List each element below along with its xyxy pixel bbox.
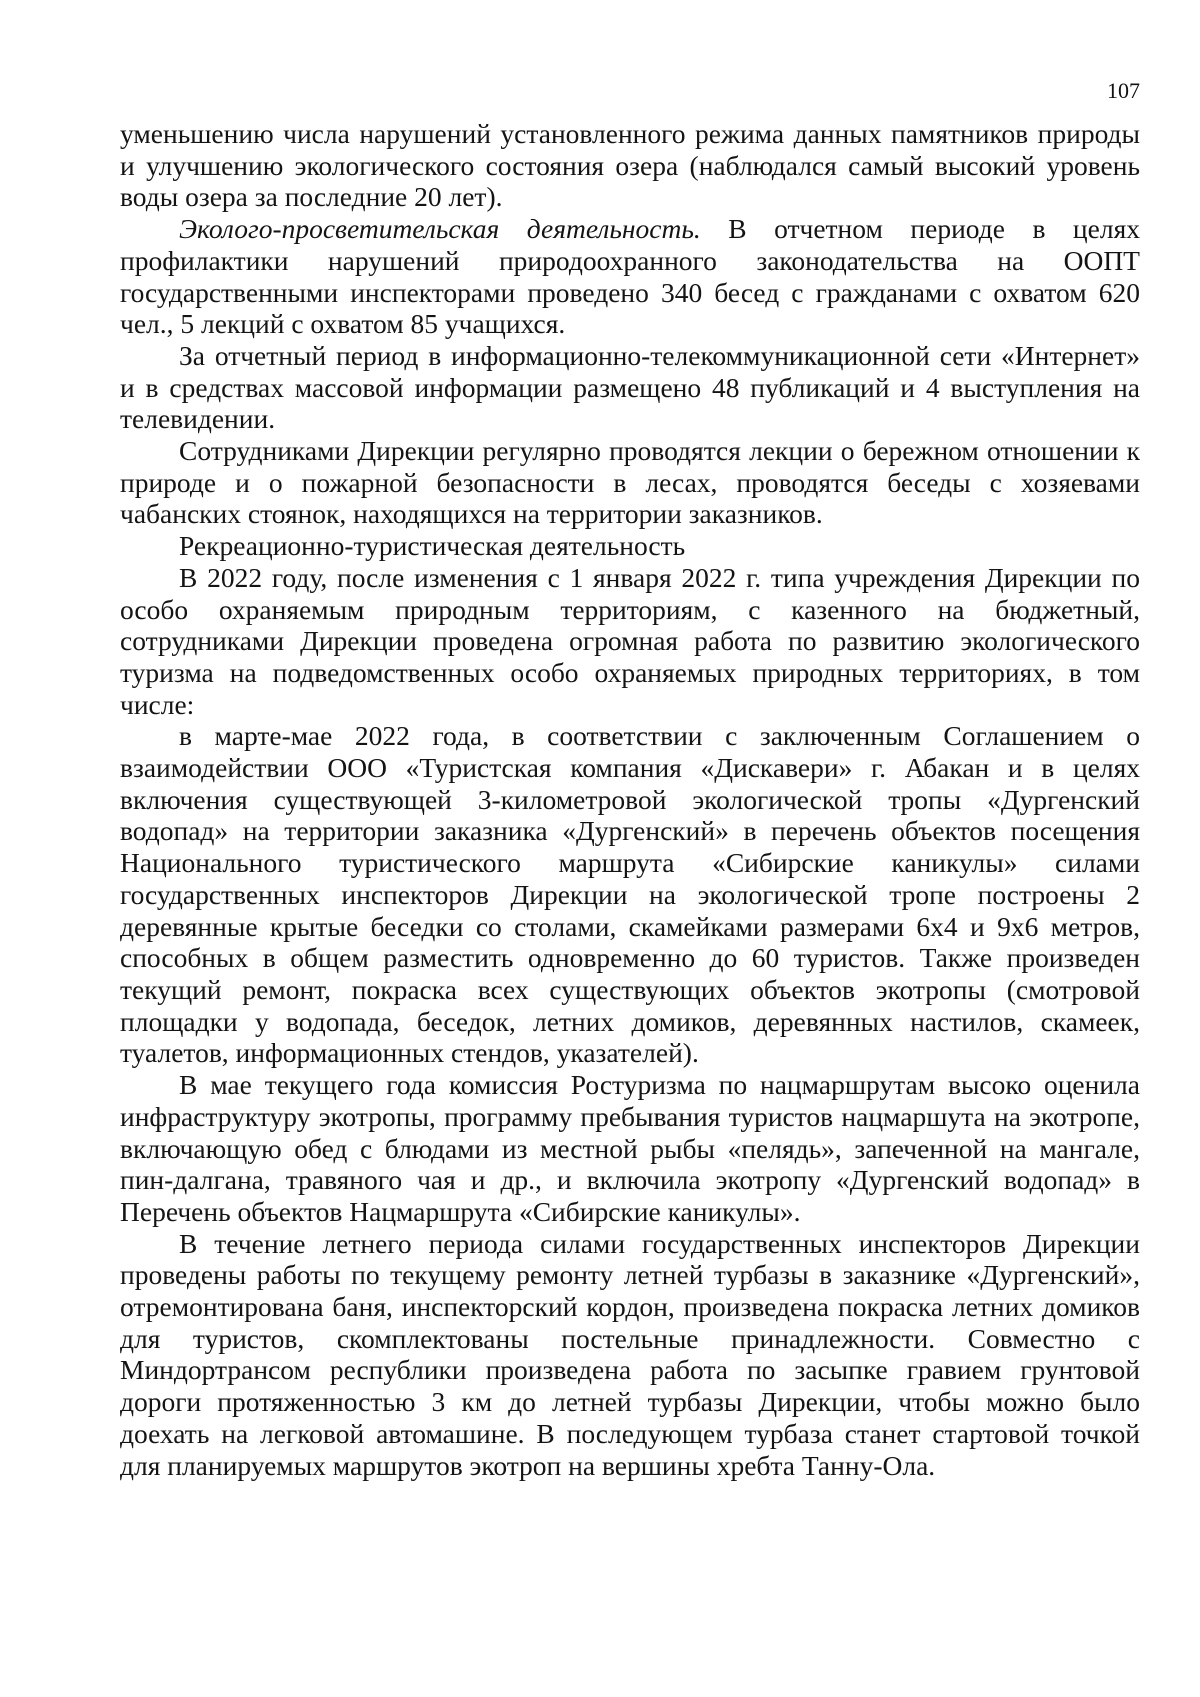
paragraph-3: За отчетный период в информационно-телекоммуникационной сети «Интернет» и в средствах массовой информации размещено 48 публикаций и 4 выступления на телевидении.: [120, 339, 1140, 435]
paragraph-4: Сотрудниками Дирекции регулярно проводятся лекции о бережном отношении к природе и о пожарной безопасности в лесах, проводятся беседы с хозяевами чабанских стоянок, находящихся на территории заказников.: [120, 435, 1140, 530]
paragraph-7: в марте-мае 2022 года, в соответствии с заключенным Соглашением о взаимодействии ООО «Туристская компания «Дискавери» г. Абакан и в целях включения существующей 3-километровой экологической тропы «Дургенский водопад» на территории заказника «Дургенский» в перечень объектов посещения Национального туристического маршрута «Сибирские каникулы» силами государственных инспекторов Дирекции на экологической тропе построены 2 деревянные крытые беседки со столами, скамейками размерами 6х4 и 9х6 метров, способных в общем разместить одновременно до 60 туристов. Также произведен текущий ремонт, покраска всех существующих объектов экотропы (смотровой площадки у водопада, беседок, летних домиков, деревянных настилов, скамеек, туалетов, информационных стендов, указателей).: [120, 720, 1140, 1069]
section-heading-eco-education: Эколого-просветительская деятельность.: [179, 213, 701, 245]
paragraph-2: [120, 213, 1140, 340]
body-text: [120, 118, 1140, 1481]
page-number: 107: [1107, 78, 1140, 103]
paragraph-8: В мае текущего года комиссия Ростуризма по нацмаршрутам высоко оценила инфраструктуру экотропы, программу пребывания туристов нацмаршута на экотропе, включающую обед с блюдами из местной рыбы «пелядь», запеченной на мангале, пин-далгана, травяного чая и др., и включила экотропу «Дургенский водопад» в Перечень объектов Нацмаршрута «Сибирские каникулы».: [120, 1069, 1140, 1227]
section-heading-recreation: Рекреационно-туристическая деятельность: [179, 530, 686, 562]
paragraph-6: В 2022 году, после изменения с 1 января 2022 г. типа учреждения Дирекции по особо охраняемым природным территориям, с казенного на бюджетный, сотрудниками Дирекции проведена огромная работа по развитию экологического туризма на подведомственных особо охраняемых природных территориях, в том числе:: [120, 561, 1140, 720]
paragraph-1: уменьшению числа нарушений установленного режима данных памятников природы и улучшению экологического состояния озера (наблюдался самый высокий уровень воды озера за последние 20 лет).: [120, 118, 1140, 213]
paragraph-9: В течение летнего периода силами государственных инспекторов Дирекции проведены работы по текущему ремонту летней турбазы в заказнике «Дургенский», отремонтирована баня, инспекторский кордон, произведена покраска летних домиков для туристов, скомплектованы постельные принадлежности. Совместно с Миндортрансом республики произведена работа по засыпке гравием грунтовой дороги протяженностью 3 км до летней турбазы Дирекции, чтобы можно было доехать на легковой автомашине. В последующем турбаза станет стартовой точкой для планируемых маршрутов экотроп на вершины хребта Танну-Ола.: [120, 1227, 1140, 1481]
paragraph-2-text: В отчетном периоде в целях профилактики нарушений природоохранного законодательства на ООПТ государственными инспекторами проведено 340 бесед с гражданами с охватом 620 чел., 5 лекций с охватом 85 учащихся.: [120, 213, 1140, 340]
